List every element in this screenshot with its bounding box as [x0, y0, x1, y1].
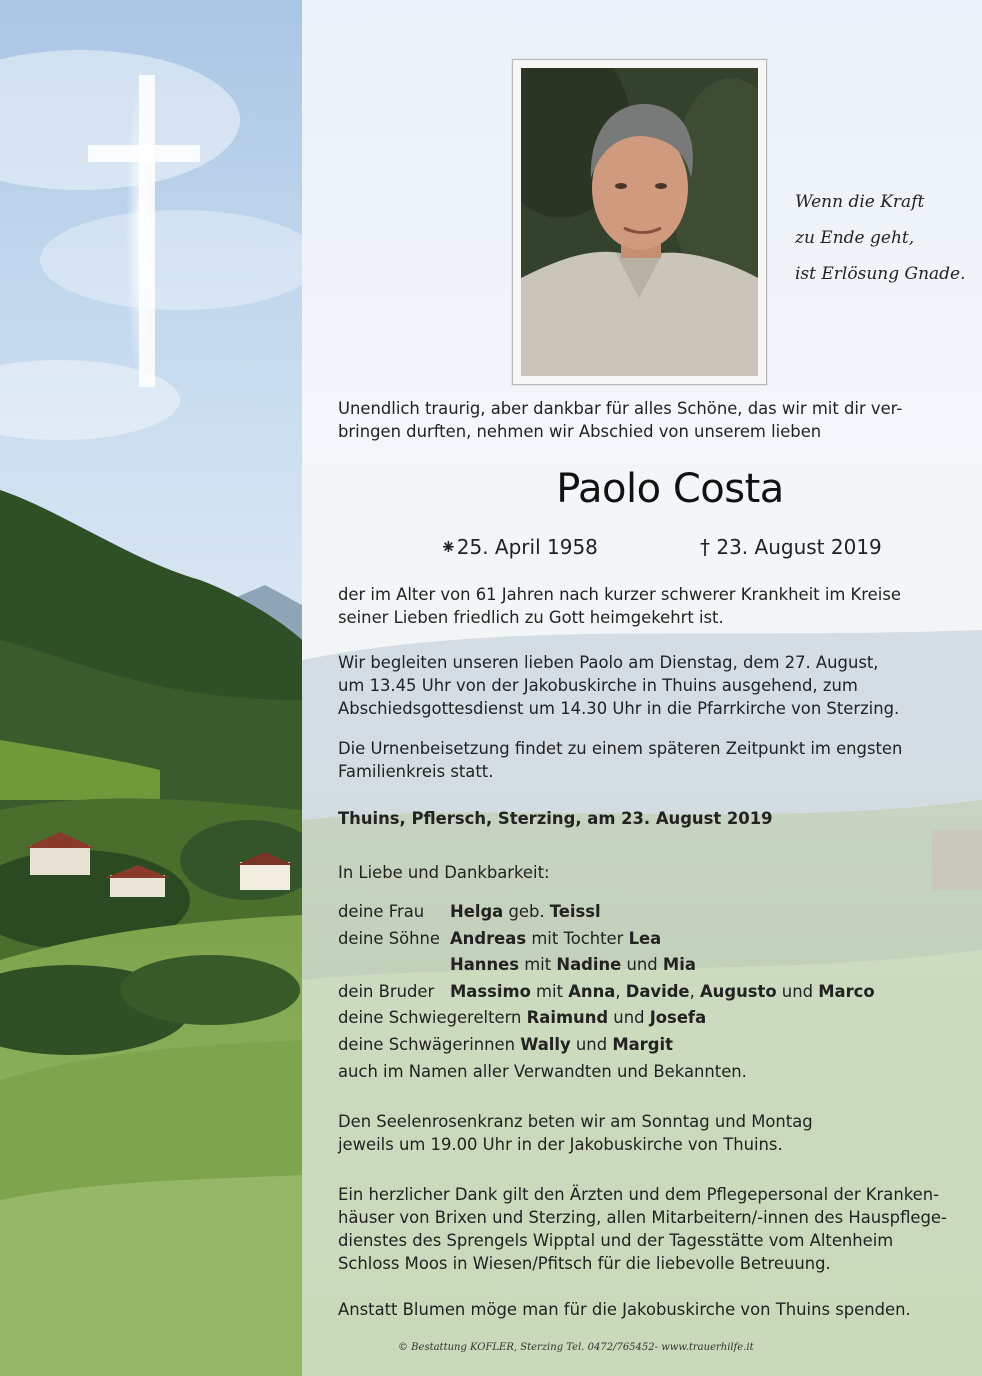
- in-love-heading: [338, 861, 550, 884]
- connector: und: [776, 981, 819, 1001]
- relatives-line: auch im Namen aller Verwandten und Bekannten.: [338, 1061, 747, 1081]
- connector: mit: [519, 955, 557, 975]
- paragraph-line: seiner Lieben friedlich zu Gott heimgekehrt ist.: [338, 608, 724, 627]
- relation-label: deine Söhne: [338, 928, 441, 948]
- quote-line: ist Erlösung Gnade.: [795, 264, 966, 284]
- family-name: Marco: [818, 981, 875, 1001]
- portrait-photo: [521, 68, 758, 376]
- family-name: Raimund: [526, 1008, 609, 1028]
- connector: und: [621, 955, 663, 975]
- quote: [795, 184, 966, 292]
- family-name: Margit: [612, 1034, 673, 1054]
- relation-label: deine Schwägerinnen: [338, 1034, 521, 1054]
- family-name: Helga: [450, 902, 504, 921]
- family-name: Hannes: [450, 955, 519, 975]
- family-name: Massimo: [450, 981, 531, 1001]
- paragraph-line: Abschiedsgottesdienst um 14.30 Uhr in die Pfarrkirche von Sterzing.: [338, 699, 900, 718]
- paragraph-line: Anstatt Blumen möge man für die Jakobuskirche von Thuins spenden.: [338, 1300, 911, 1319]
- family-name: Augusto: [699, 981, 777, 1001]
- connector: und: [608, 1008, 650, 1028]
- footer-credit: © Bestattung KOFLER, Sterzing Tel. 0472/765452- www.trauerhilfe.it: [398, 1342, 754, 1353]
- paragraph-urn: [338, 737, 902, 783]
- quote-line: Wenn die Kraft: [795, 192, 925, 212]
- relation-label: dein Bruder: [338, 981, 435, 1001]
- connector: mit: [530, 981, 569, 1001]
- family-name: Wally: [520, 1034, 571, 1054]
- intro-line: Unendlich traurig, aber dankbar für alles Schöne, das wir mit dir ver-: [338, 399, 903, 418]
- quote-line: zu Ende geht,: [795, 228, 915, 248]
- paragraph-line: der im Alter von 61 Jahren nach kurzer schwerer Krankheit im Kreise: [338, 585, 901, 604]
- paragraph-funeral: [338, 651, 899, 720]
- landscape-image: [0, 0, 302, 1376]
- paragraph-rosary: [338, 1110, 813, 1156]
- connector: ,: [689, 981, 700, 1001]
- family-name: Nadine: [556, 955, 622, 975]
- paragraph-line: häuser von Brixen und Sterzing, allen Mitarbeitern/-innen des Hauspflege-: [338, 1208, 947, 1227]
- family-name: Teissl: [549, 902, 601, 921]
- paragraph-line: Den Seelenrosenkranz beten wir am Sonntag und Montag: [338, 1112, 813, 1131]
- paragraph-line: Schloss Moos in Wiesen/Pfitsch für die liebevolle Betreuung.: [338, 1254, 831, 1273]
- death-date: † 23. August 2019: [700, 535, 882, 559]
- family-name: Josefa: [649, 1008, 707, 1028]
- family-name: Lea: [628, 928, 662, 948]
- paragraph-age: [338, 583, 901, 629]
- paragraph-line: Ein herzlicher Dank gilt den Ärzten und dem Pflegepersonal der Kranken-: [338, 1185, 939, 1204]
- paragraph-donation: [338, 1298, 911, 1321]
- family-name: Anna: [568, 981, 616, 1001]
- family-name: Andreas: [450, 928, 527, 948]
- paragraph-line: dienstes des Sprengels Wipptal und der Tagesstätte vom Altenheim: [338, 1231, 894, 1250]
- place-date-line: Thuins, Pflersch, Sterzing, am 23. August 2019: [338, 809, 773, 828]
- paragraph-line: jeweils um 19.00 Uhr in der Jakobuskirche von Thuins.: [338, 1135, 783, 1154]
- connector: mit Tochter: [526, 928, 629, 948]
- family-name: Davide: [625, 981, 690, 1001]
- connector: und: [570, 1034, 613, 1054]
- relation-label: deine Frau: [338, 902, 425, 921]
- place-date: [338, 807, 773, 830]
- intro-line: bringen durften, nehmen wir Abschied von unserem lieben: [338, 422, 822, 441]
- relation-label: deine Schwiegereltern: [338, 1008, 527, 1028]
- in-love-line: In Liebe und Dankbarkeit:: [338, 863, 550, 882]
- portrait-frame: [512, 59, 767, 385]
- paragraph-line: Die Urnenbeisetzung findet zu einem späteren Zeitpunkt im engsten: [338, 739, 903, 758]
- intro-text: [338, 397, 902, 443]
- connector: geb.: [503, 902, 550, 921]
- family-name: Mia: [662, 955, 696, 975]
- paragraph-line: um 13.45 Uhr von der Jakobuskirche in Thuins ausgehend, zum: [338, 676, 858, 695]
- paragraph-line: Wir begleiten unseren lieben Paolo am Dienstag, dem 27. August,: [338, 653, 879, 672]
- paragraph-line: Familienkreis statt.: [338, 762, 494, 781]
- connector: ,: [615, 981, 626, 1001]
- deceased-name: Paolo Costa: [556, 466, 784, 512]
- birth-date: ⁕25. April 1958: [440, 535, 598, 559]
- paragraph-thanks: [338, 1183, 947, 1275]
